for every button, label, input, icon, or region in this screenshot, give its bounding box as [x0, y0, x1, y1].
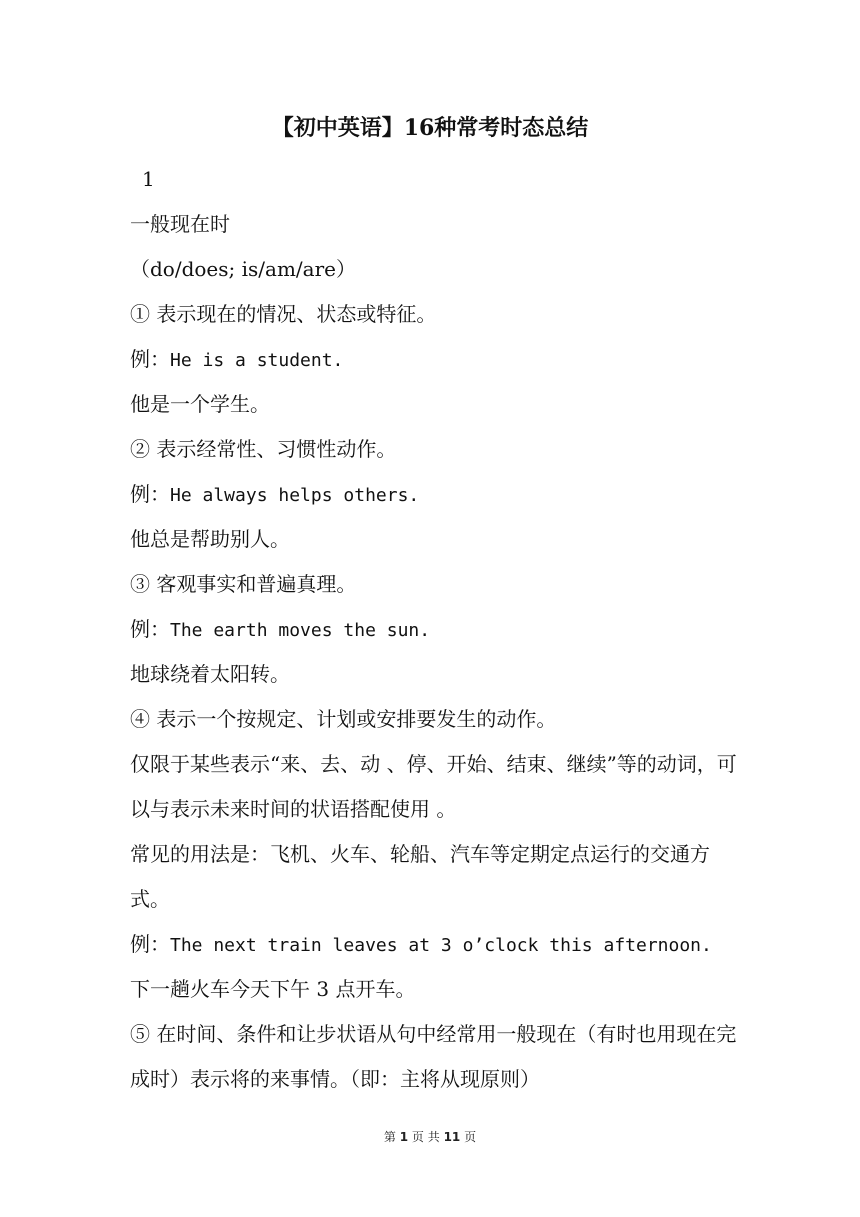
document-body: [130, 157, 740, 1102]
example-english: He is a student.: [170, 350, 344, 371]
example-4-translation: 下一趟火车今天下午 3 点开车。: [130, 977, 416, 1001]
section-number: 1: [142, 167, 155, 191]
footer-total-pages: 11: [443, 1130, 461, 1144]
section-formula: （do/does; is/am/are）: [130, 257, 356, 281]
example-2: [130, 472, 740, 517]
example-2-translation: 他总是帮助别人。: [130, 527, 290, 551]
point-5: ⑤ 在时间、条件和让步状语从句中经常用一般现在（有时也用现在完成时）表示将的来事情。（即：主将从现原则）: [130, 1022, 737, 1091]
example-english: He always helps others.: [170, 485, 420, 506]
point-1: ① 表示现在的情况、状态或特征。: [130, 302, 437, 326]
example-prefix: 例：: [130, 347, 170, 371]
example-english: The next train leaves at 3 o’clock this afternoon.: [170, 935, 712, 956]
section-title: 一般现在时: [130, 212, 230, 236]
example-4: [130, 922, 740, 967]
example-english: The earth moves the sun.: [170, 620, 431, 641]
example-prefix: 例：: [130, 617, 170, 641]
document-title: 【初中英语】16种常考时态总结: [271, 115, 589, 141]
point-4: ④ 表示一个按规定、计划或安排要发生的动作。: [130, 707, 557, 731]
note-verbs: 仅限于某些表示“来、去、动 、停、开始、结束、继续”等的动词，可以与表示未来时间的状语搭配使用 。: [130, 752, 737, 821]
example-prefix: 例：: [130, 932, 170, 956]
example-3: [130, 607, 740, 652]
page-footer: [0, 1128, 860, 1146]
footer-suffix: 页: [464, 1130, 477, 1144]
footer-middle: 页 共: [411, 1130, 440, 1144]
example-1: [130, 337, 740, 382]
example-prefix: 例：: [130, 482, 170, 506]
footer-prefix: 第: [383, 1130, 396, 1144]
example-3-translation: 地球绕着太阳转。: [130, 662, 290, 686]
note-transport: 常见的用法是：飞机、火车、轮船、汽车等定期定点运行的交通方式。: [130, 842, 710, 911]
footer-page-number: 1: [399, 1130, 409, 1144]
point-2: ② 表示经常性、习惯性动作。: [130, 437, 397, 461]
example-1-translation: 他是一个学生。: [130, 392, 270, 416]
point-3: ③ 客观事实和普遍真理。: [130, 572, 357, 596]
